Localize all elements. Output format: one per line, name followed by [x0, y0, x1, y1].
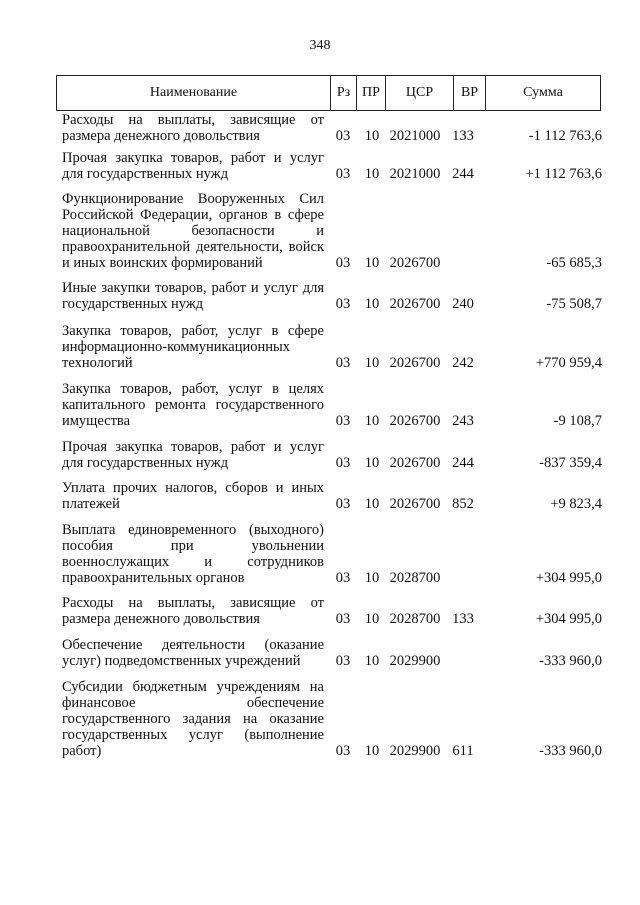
row-csr: 2026700	[389, 296, 441, 312]
row-vr: 133	[452, 611, 474, 627]
row-name: Расходы на выплаты, зависящие от размера денежного довольствия	[62, 112, 324, 144]
row-rz: 03	[335, 570, 351, 586]
table-row	[62, 679, 602, 759]
row-sum: +1 112 763,6	[525, 166, 602, 182]
row-csr: 2021000	[389, 166, 441, 182]
row-csr: 2029900	[389, 653, 441, 669]
row-rz: 03	[335, 128, 351, 144]
row-rz: 03	[335, 743, 351, 759]
header-csr: ЦСР	[386, 76, 454, 110]
row-pr: 10	[364, 455, 380, 471]
row-sum: +304 995,0	[535, 611, 602, 627]
table-row	[62, 323, 602, 371]
row-vr: 242	[452, 355, 474, 371]
row-name: Закупка товаров, работ, услуг в целях капитального ремонта государственного имущества	[62, 381, 324, 429]
row-vr: 852	[452, 496, 474, 512]
table-row	[62, 112, 602, 144]
table-row	[62, 150, 602, 182]
row-csr: 2026700	[389, 355, 441, 371]
table-row	[62, 637, 602, 669]
row-pr: 10	[364, 570, 380, 586]
row-sum: -75 508,7	[546, 296, 602, 312]
row-rz: 03	[335, 611, 351, 627]
row-csr: 2028700	[389, 570, 441, 586]
row-csr: 2021000	[389, 128, 441, 144]
row-pr: 10	[364, 166, 380, 182]
row-vr: 244	[452, 166, 474, 182]
table-row	[62, 595, 602, 627]
row-rz: 03	[335, 355, 351, 371]
row-sum: -9 108,7	[553, 413, 602, 429]
table-row	[62, 381, 602, 429]
row-csr: 2026700	[389, 255, 441, 271]
table-body	[62, 110, 602, 759]
row-name: Обеспечение деятельности (оказание услуг) подведомственных учреждений	[62, 637, 324, 669]
row-name: Закупка товаров, работ, услуг в сфере информационно-коммуникационных технологий	[62, 323, 324, 371]
row-csr: 2029900	[389, 743, 441, 759]
row-csr: 2026700	[389, 496, 441, 512]
header-sum: Сумма	[523, 85, 563, 100]
row-rz: 03	[335, 413, 351, 429]
row-vr: 244	[452, 455, 474, 471]
row-sum: +770 959,4	[535, 355, 602, 371]
header-rz: Рз	[331, 76, 357, 110]
row-name: Прочая закупка товаров, работ и услуг для государственных нужд	[62, 439, 324, 471]
row-rz: 03	[335, 653, 351, 669]
row-vr: 243	[452, 413, 474, 429]
row-name: Расходы на выплаты, зависящие от размера денежного довольствия	[62, 595, 324, 627]
row-pr: 10	[364, 296, 380, 312]
row-pr: 10	[364, 355, 380, 371]
row-sum: -837 359,4	[539, 455, 602, 471]
row-rz: 03	[335, 496, 351, 512]
row-sum: -333 960,0	[539, 653, 602, 669]
table-row	[62, 522, 602, 586]
row-pr: 10	[364, 496, 380, 512]
row-pr: 10	[364, 255, 380, 271]
row-pr: 10	[364, 611, 380, 627]
row-sum: +9 823,4	[550, 496, 602, 512]
row-csr: 2028700	[389, 611, 441, 627]
row-vr: 133	[452, 128, 474, 144]
table-row	[62, 191, 602, 271]
row-name: Уплата прочих налогов, сборов и иных платежей	[62, 480, 324, 512]
header-pr: ПР	[357, 76, 386, 110]
row-sum: +304 995,0	[535, 570, 602, 586]
row-pr: 10	[364, 653, 380, 669]
page-number: 348	[309, 38, 331, 53]
table-row	[62, 280, 602, 312]
row-name: Субсидии бюджетным учреждениям на финансовое обеспечение государственного задания на оказание государственных услуг (выполнение работ)	[62, 679, 324, 759]
table-row	[62, 439, 602, 471]
table-row	[62, 480, 602, 512]
row-pr: 10	[364, 413, 380, 429]
row-pr: 10	[364, 743, 380, 759]
row-name: Прочая закупка товаров, работ и услуг для государственных нужд	[62, 150, 324, 182]
header-vr: ВР	[454, 76, 486, 110]
row-sum: -333 960,0	[539, 743, 602, 759]
row-rz: 03	[335, 255, 351, 271]
row-vr: 240	[452, 296, 474, 312]
row-rz: 03	[335, 455, 351, 471]
row-csr: 2026700	[389, 413, 441, 429]
row-sum: -1 112 763,6	[528, 128, 602, 144]
row-sum: -65 685,3	[546, 255, 602, 271]
table-header	[56, 75, 601, 111]
row-name: Функционирование Вооруженных Сил Российской Федерации, органов в сфере национальной безопасности и правоохранительной деятельности, войск и иных воинских формирований	[62, 191, 324, 271]
row-vr: 611	[452, 743, 474, 759]
row-rz: 03	[335, 296, 351, 312]
row-csr: 2026700	[389, 455, 441, 471]
row-pr: 10	[364, 128, 380, 144]
header-name: Наименование	[57, 76, 331, 110]
row-name: Иные закупки товаров, работ и услуг для государственных нужд	[62, 280, 324, 312]
row-rz: 03	[335, 166, 351, 182]
row-name: Выплата единовременного (выходного) пособия при увольнении военнослужащих и сотрудников правоохранительных органов	[62, 522, 324, 586]
